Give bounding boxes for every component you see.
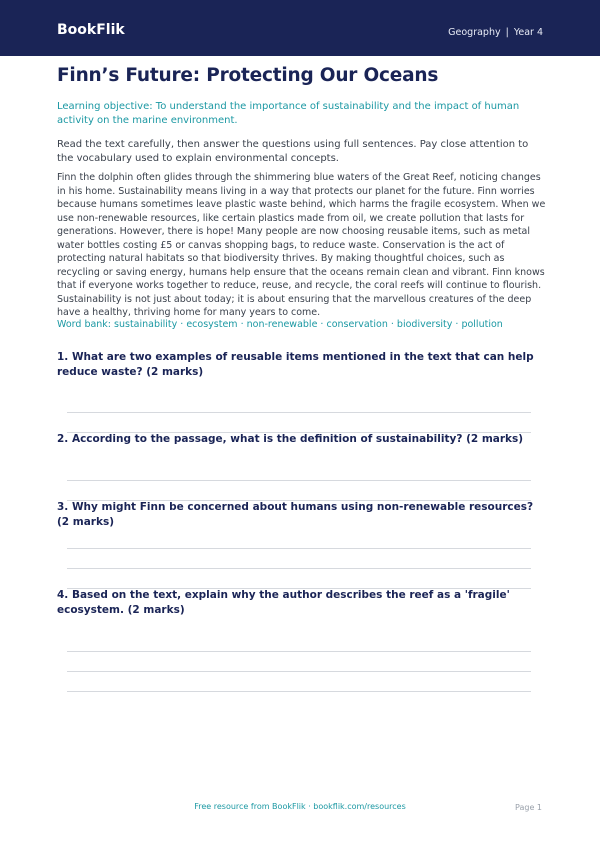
instructions-text: Read the text carefully, then answer the questions using full sentences. Pay close attention to the vocabulary used to explain environmental concepts. (57, 139, 529, 164)
question-2: 2. According to the passage, what is the definition of sustainability? (2 marks) (57, 433, 524, 445)
subject-year (448, 27, 543, 38)
answer-line[interactable] (67, 412, 531, 413)
footer-resource-link[interactable]: Free resource from BookFlik · bookflik.com/resources (194, 802, 406, 811)
learning-objective: Learning objective: To understand the importance of sustainability and the impact of human activity on the marine environment. (57, 101, 520, 126)
answer-line[interactable] (67, 691, 531, 692)
answer-line[interactable] (67, 480, 531, 481)
answer-line[interactable] (67, 671, 531, 672)
question-1: 1. What are two examples of reusable items mentioned in the text that can help reduce waste? (2 marks) (57, 351, 534, 378)
page-title: Finn’s Future: Protecting Our Oceans (57, 65, 439, 86)
header-bar (0, 0, 600, 56)
reading-passage: Finn the dolphin often glides through the shimmering blue waters of the Great Reef, noticing changes in his home. Sustainability means living in a way that protects our planet for the future. Finn worries because humans sometimes leave plastic waste behind, which harms the fragile ecosystem. When we use non-renewable resources, like certain plastics made from oil, we create pollution that lasts for generations. However, there is hope! Many people are now choosing reusable items, such as metal water bottles costing £5 or canvas shopping bags, to reduce waste. Conservation is the act of protecting natural habitats so that biodiversity thrives. By making thoughtful choices, such as recycling or saving energy, humans help ensure that the oceans remain clean and vibrant. Finn knows that if everyone works together to reduce, reuse, and recycle, the coral reefs will continue to flourish. Sustainability is not just about today; it is about ensuring that the marvellous creatures of the deep have a healthy, thriving home for many years to come. (57, 172, 546, 318)
answer-line[interactable] (67, 548, 531, 549)
page-number: Page 1 (515, 803, 542, 812)
question-3: 3. Why might Finn be concerned about humans using non-renewable resources? (2 marks) (57, 501, 534, 528)
question-4: 4. Based on the text, explain why the author describes the reef as a 'fragile' ecosystem. (2 marks) (57, 589, 510, 616)
answer-line[interactable] (67, 651, 531, 652)
header-separator: | (505, 27, 509, 38)
word-bank: Word bank: sustainability · ecosystem · non-renewable · conservation · biodiversity · pollution (57, 319, 503, 330)
brand-logo[interactable]: BookFlik (57, 22, 125, 38)
answer-line[interactable] (67, 568, 531, 569)
year-label: Year 4 (513, 27, 543, 38)
subject-label: Geography (448, 27, 501, 38)
